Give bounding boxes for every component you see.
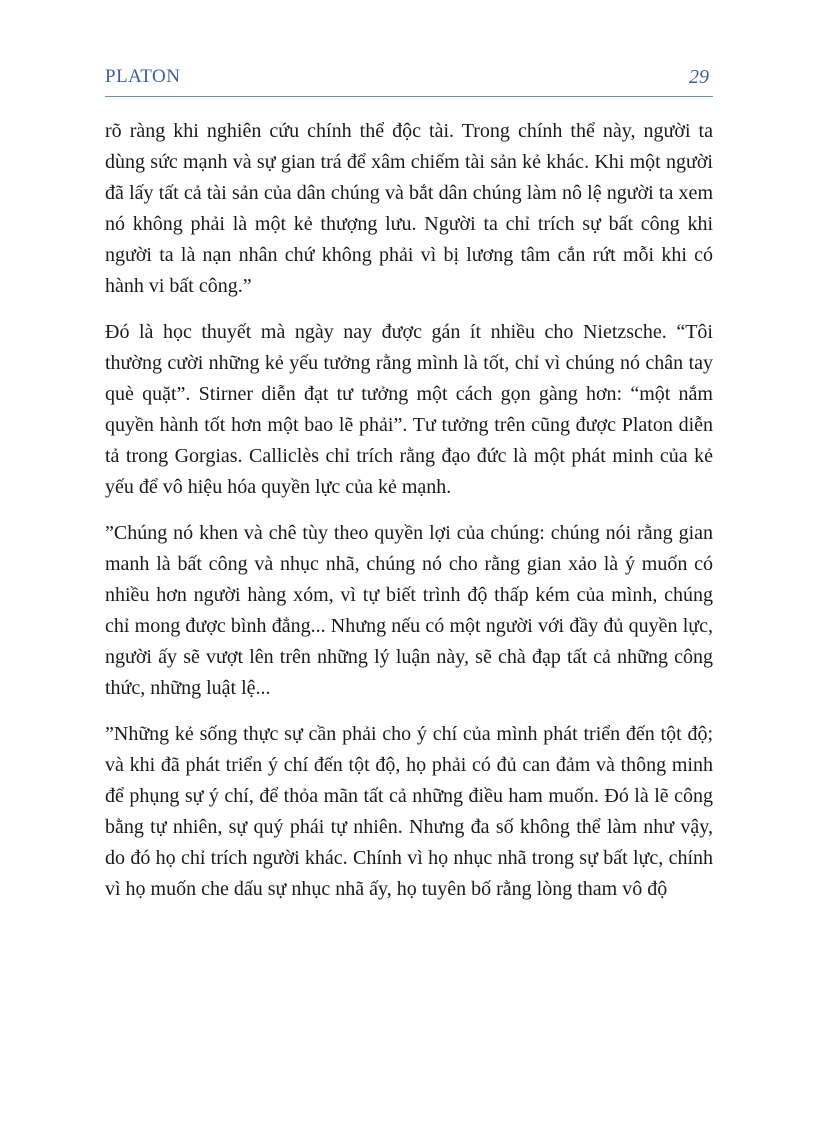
header-title: PLATON <box>105 66 181 87</box>
paragraph: ”Những kẻ sống thực sự cần phải cho ý chí của mình phát triển đến tột độ; và khi đã phát triển ý chí đến tột độ, họ phải có đủ can đảm và thông minh để phụng sự ý chí, để thỏa mãn tất cả những điều ham muốn. Đó là lẽ công bằng tự nhiên, sự quý phái tự nhiên. Nhưng đa số không thể làm như vậy, do đó họ chỉ trích người khác. Chính vì họ nhục nhã trong sự bất lực, chính vì họ muốn che dấu sự nhục nhã ấy, họ tuyên bố rằng lòng tham vô độ <box>105 723 713 900</box>
paragraph: rõ ràng khi nghiên cứu chính thể độc tài. Trong chính thể này, người ta dùng sức mạnh và sự gian trá để xâm chiếm tài sản kẻ khác. Khi một người đã lấy tất cả tài sản của dân chúng và bắt dân chúng làm nô lệ người ta xem nó không phải là một kẻ thượng lưu. Người ta chỉ trích sự bất công khi người ta là nạn nhân chứ không phải vì bị lương tâm cắn rứt mỗi khi có hành vi bất công.” <box>105 120 713 297</box>
page-number: 29 <box>689 66 709 88</box>
paragraph: ”Chúng nó khen và chê tùy theo quyền lợi của chúng: chúng nói rằng gian manh là bất công và nhục nhã, chúng nó cho rằng gian xảo là ý muốn có nhiều hơn người hàng xóm, vì tự biết trình độ thấp kém của mình, chúng chỉ mong được bình đẳng... Nhưng nếu có một người với đầy đủ quyền lực, người ấy sẽ vượt lên trên những lý luận này, sẽ chà đạp tất cả những công thức, những luật lệ... <box>105 522 713 699</box>
paragraph: Đó là học thuyết mà ngày nay được gán ít nhiều cho Nietzsche. “Tôi thường cười những kẻ yếu tưởng rằng mình là tốt, chỉ vì chúng nó chân tay què quặt”. Stirner diễn đạt tư tưởng một cách gọn gàng hơn: “một nắm quyền hành tốt hơn một bao lẽ phải”. Tư tưởng trên cũng được Platon diễn tả trong Gorgias. Calliclès chỉ trích rằng đạo đức là một phát minh của kẻ yếu để vô hiệu hóa quyền lực của kẻ mạnh. <box>105 321 713 498</box>
body-text <box>105 116 713 920</box>
running-header <box>105 62 713 97</box>
